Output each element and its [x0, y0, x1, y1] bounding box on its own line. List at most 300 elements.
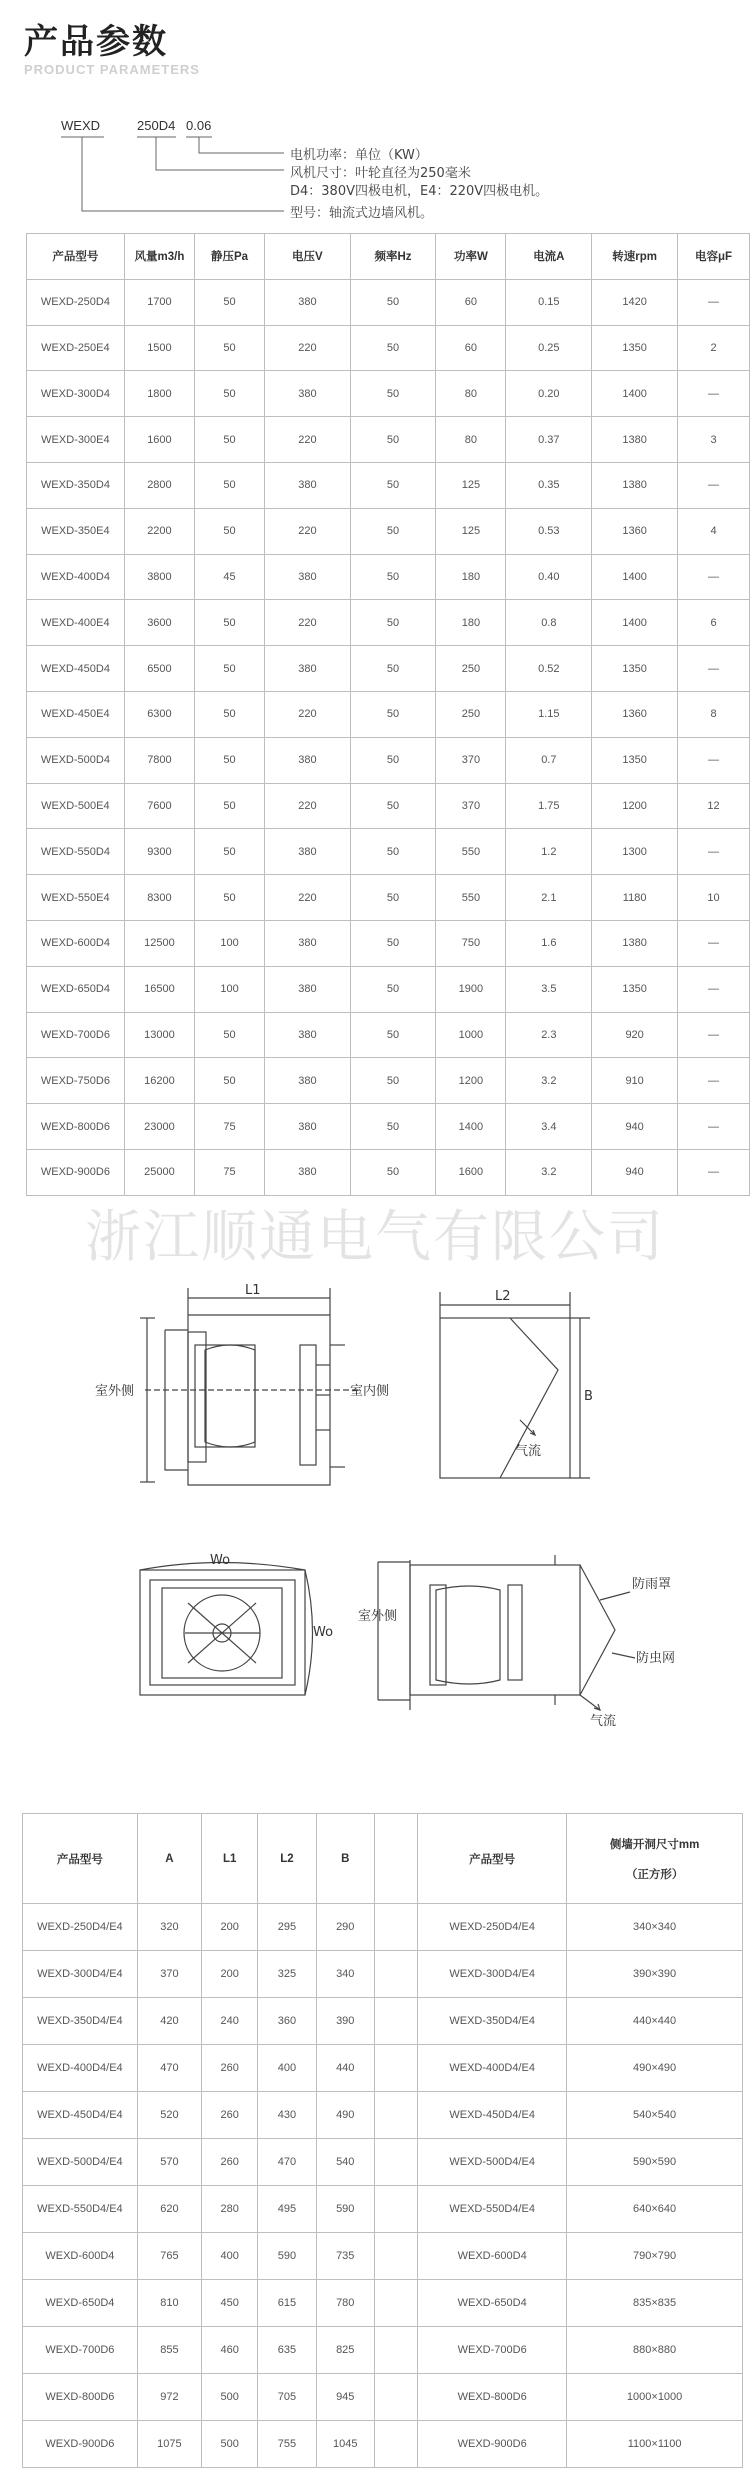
col-current: 电流A: [506, 234, 592, 280]
table-cell: 380: [265, 646, 351, 692]
table-cell: WEXD-500D4/E4: [23, 2139, 138, 2186]
table-cell: 972: [137, 2374, 201, 2421]
table-cell: 16500: [124, 966, 194, 1012]
table-cell: 430: [258, 2092, 316, 2139]
model-code-size: 250D4: [137, 118, 176, 133]
table-cell: 380: [265, 829, 351, 875]
table-cell: 16200: [124, 1058, 194, 1104]
table-cell: 1200: [436, 1058, 506, 1104]
table-cell: 50: [350, 600, 436, 646]
table-cell: 295: [258, 1904, 316, 1951]
table-cell: 615: [258, 2280, 316, 2327]
table-cell: 920: [592, 1012, 678, 1058]
install-side-drawing: [378, 1555, 635, 1710]
table-cell: 0.52: [506, 646, 592, 692]
table-cell: 1380: [592, 417, 678, 463]
table-cell: 940: [592, 1149, 678, 1195]
table-cell: 400: [202, 2233, 258, 2280]
table-cell: 1075: [137, 2421, 201, 2468]
table-cell: 3.5: [506, 966, 592, 1012]
table-cell: 400: [258, 2045, 316, 2092]
table-cell: WEXD-900D6: [27, 1149, 125, 1195]
table-cell: 25000: [124, 1149, 194, 1195]
table-row: [23, 2233, 743, 2280]
table-cell: 1500: [124, 325, 194, 371]
table-cell: 50: [195, 829, 265, 875]
table-cell: 1400: [592, 554, 678, 600]
table-cell: 7800: [124, 737, 194, 783]
table-cell: 260: [202, 2092, 258, 2139]
table-row: [23, 1904, 743, 1951]
table-cell: 220: [265, 325, 351, 371]
table-cell: 1350: [592, 737, 678, 783]
table-cell: 440: [316, 2045, 374, 2092]
table-cell: 260: [202, 2139, 258, 2186]
table-cell: 520: [137, 2092, 201, 2139]
table-cell: WEXD-550E4: [27, 875, 125, 921]
label-wo-top: Wo: [210, 1553, 231, 1568]
table-cell: —: [678, 646, 750, 692]
legend-power: 电机功率：单位（KW）: [290, 148, 428, 163]
table-cell: WEXD-800D6: [418, 2374, 567, 2421]
table-cell: 440×440: [567, 1998, 743, 2045]
table-cell: 100: [195, 966, 265, 1012]
table-cell: WEXD-650D4: [27, 966, 125, 1012]
table-cell: 1180: [592, 875, 678, 921]
col-power: 功率W: [436, 234, 506, 280]
dcol-a: A: [137, 1814, 201, 1904]
table-cell: 3.4: [506, 1104, 592, 1150]
parameters-table: [26, 233, 750, 1196]
table-cell: 0.37: [506, 417, 592, 463]
table-cell: 880×880: [567, 2327, 743, 2374]
col-voltage: 电压V: [265, 234, 351, 280]
table-cell: 750: [436, 920, 506, 966]
table-cell: [374, 2139, 417, 2186]
legend-motor: D4：380V四极电机，E4：220V四极电机。: [290, 184, 549, 199]
table-row: [27, 325, 750, 371]
table-row: [27, 966, 750, 1012]
table-cell: 1600: [124, 417, 194, 463]
table-cell: 380: [265, 1104, 351, 1150]
table-cell: —: [678, 1012, 750, 1058]
table-cell: 8: [678, 691, 750, 737]
table-cell: [374, 1998, 417, 2045]
table-cell: 80: [436, 371, 506, 417]
col-model: 产品型号: [27, 234, 125, 280]
table-row: [27, 600, 750, 646]
table-row: [27, 462, 750, 508]
table-cell: 1420: [592, 279, 678, 325]
page-subtitle: PRODUCT PARAMETERS: [24, 62, 200, 77]
table-cell: 590: [316, 2186, 374, 2233]
table-cell: 6300: [124, 691, 194, 737]
table-cell: [374, 2092, 417, 2139]
table-cell: WEXD-300D4/E4: [418, 1951, 567, 1998]
table-cell: 1700: [124, 279, 194, 325]
table-cell: 360: [258, 1998, 316, 2045]
table-cell: WEXD-250D4/E4: [418, 1904, 567, 1951]
table-cell: 470: [258, 2139, 316, 2186]
table-row: [27, 783, 750, 829]
table-row: [23, 1951, 743, 1998]
label-l1: L1: [245, 1283, 261, 1298]
table-cell: 50: [350, 325, 436, 371]
table-cell: 50: [195, 371, 265, 417]
table-cell: WEXD-350E4: [27, 508, 125, 554]
table-cell: 1360: [592, 508, 678, 554]
table-cell: WEXD-400E4: [27, 600, 125, 646]
label-indoor-1: 室内侧: [350, 1384, 390, 1399]
page-title: 产品参数: [24, 22, 168, 62]
table-cell: WEXD-500D4/E4: [418, 2139, 567, 2186]
table-cell: —: [678, 829, 750, 875]
table-cell: [374, 2374, 417, 2421]
table-cell: 10: [678, 875, 750, 921]
table-cell: 50: [350, 646, 436, 692]
table-cell: 50: [350, 966, 436, 1012]
table-cell: 180: [436, 600, 506, 646]
table-cell: 370: [436, 737, 506, 783]
table-row: [23, 2421, 743, 2468]
table-cell: WEXD-300D4: [27, 371, 125, 417]
table-cell: 0.7: [506, 737, 592, 783]
table-cell: 495: [258, 2186, 316, 2233]
table-cell: WEXD-250D4: [27, 279, 125, 325]
table-cell: 50: [350, 417, 436, 463]
table-cell: 220: [265, 691, 351, 737]
table-cell: 50: [350, 554, 436, 600]
table-cell: 220: [265, 783, 351, 829]
table-cell: 45: [195, 554, 265, 600]
table-row: [27, 920, 750, 966]
table-cell: 340×340: [567, 1904, 743, 1951]
label-outdoor-2: 室外侧: [358, 1609, 398, 1624]
dcol-model-2: 产品型号: [418, 1814, 567, 1904]
label-outdoor-1: 室外侧: [95, 1384, 135, 1399]
table-cell: —: [678, 920, 750, 966]
dcol-l1: L1: [202, 1814, 258, 1904]
table-cell: 50: [350, 371, 436, 417]
company-watermark: 浙江顺通电气有限公司: [85, 1205, 665, 1270]
table-cell: 390×390: [567, 1951, 743, 1998]
table-cell: 1.2: [506, 829, 592, 875]
table-cell: 420: [137, 1998, 201, 2045]
table-cell: 0.20: [506, 371, 592, 417]
table-cell: WEXD-900D6: [418, 2421, 567, 2468]
table-cell: 23000: [124, 1104, 194, 1150]
table-cell: 1200: [592, 783, 678, 829]
label-rain-cover: 防雨罩: [632, 1577, 672, 1592]
table-cell: —: [678, 1104, 750, 1150]
table-cell: 1400: [592, 600, 678, 646]
table-cell: 50: [350, 279, 436, 325]
table-cell: 50: [350, 829, 436, 875]
table-row: [27, 875, 750, 921]
dcol-b: B: [316, 1814, 374, 1904]
legend-type: 型号：轴流式边墙风机。: [290, 206, 434, 221]
table-cell: 50: [195, 646, 265, 692]
technical-drawings: [0, 1270, 750, 1790]
table-cell: 755: [258, 2421, 316, 2468]
table-cell: 705: [258, 2374, 316, 2421]
table-cell: [374, 2421, 417, 2468]
dimensions-table-header: [23, 1814, 743, 1904]
table-cell: 50: [195, 600, 265, 646]
table-cell: 60: [436, 325, 506, 371]
table-cell: 6500: [124, 646, 194, 692]
table-cell: 590: [258, 2233, 316, 2280]
table-cell: WEXD-700D6: [418, 2327, 567, 2374]
label-wo-side: Wo: [313, 1625, 334, 1640]
table-cell: 540×540: [567, 2092, 743, 2139]
table-cell: WEXD-550D4: [27, 829, 125, 875]
table-cell: [374, 2045, 417, 2092]
table-cell: 3.2: [506, 1058, 592, 1104]
table-cell: 855: [137, 2327, 201, 2374]
table-row: [27, 508, 750, 554]
table-cell: WEXD-250E4: [27, 325, 125, 371]
table-cell: [374, 2280, 417, 2327]
dcol-wall-opening: [567, 1814, 743, 1904]
label-airflow-1: 气流: [515, 1444, 542, 1459]
table-cell: 125: [436, 462, 506, 508]
table-cell: 220: [265, 600, 351, 646]
table-cell: 50: [195, 462, 265, 508]
table-cell: 325: [258, 1951, 316, 1998]
col-pressure: 静压Pa: [195, 234, 265, 280]
table-cell: 1360: [592, 691, 678, 737]
col-frequency: 频率Hz: [350, 234, 436, 280]
col-airflow: 风量m3/h: [124, 234, 194, 280]
parameters-table-header: [27, 234, 750, 280]
table-cell: WEXD-650D4: [418, 2280, 567, 2327]
table-cell: 910: [592, 1058, 678, 1104]
table-cell: 765: [137, 2233, 201, 2280]
table-cell: WEXD-500E4: [27, 783, 125, 829]
table-cell: 3: [678, 417, 750, 463]
table-cell: 340: [316, 1951, 374, 1998]
table-cell: WEXD-800D6: [27, 1104, 125, 1150]
table-cell: —: [678, 279, 750, 325]
table-cell: 12: [678, 783, 750, 829]
table-cell: WEXD-700D6: [27, 1012, 125, 1058]
table-cell: 380: [265, 1058, 351, 1104]
table-cell: 0.25: [506, 325, 592, 371]
table-cell: 240: [202, 1998, 258, 2045]
table-cell: 50: [195, 279, 265, 325]
table-cell: WEXD-300D4/E4: [23, 1951, 138, 1998]
table-cell: 50: [195, 508, 265, 554]
table-cell: 500: [202, 2421, 258, 2468]
table-cell: WEXD-900D6: [23, 2421, 138, 2468]
front-view-drawing: [140, 1288, 360, 1485]
table-cell: WEXD-750D6: [27, 1058, 125, 1104]
table-cell: 390: [316, 1998, 374, 2045]
table-cell: —: [678, 1149, 750, 1195]
table-cell: 0.35: [506, 462, 592, 508]
col-speed: 转速rpm: [592, 234, 678, 280]
table-row: [27, 1104, 750, 1150]
table-cell: 100: [195, 920, 265, 966]
dcol-model: 产品型号: [23, 1814, 138, 1904]
table-cell: 2.1: [506, 875, 592, 921]
table-cell: WEXD-300E4: [27, 417, 125, 463]
table-row: [23, 2045, 743, 2092]
table-cell: 50: [195, 1012, 265, 1058]
table-row: [27, 691, 750, 737]
table-cell: 1600: [436, 1149, 506, 1195]
table-cell: 540: [316, 2139, 374, 2186]
table-row: [27, 371, 750, 417]
table-cell: 590×590: [567, 2139, 743, 2186]
table-cell: 620: [137, 2186, 201, 2233]
table-cell: 50: [195, 783, 265, 829]
label-airflow-2: 气流: [590, 1714, 617, 1729]
table-cell: WEXD-350D4: [27, 462, 125, 508]
table-cell: WEXD-600D4: [23, 2233, 138, 2280]
table-cell: 50: [195, 1058, 265, 1104]
legend-size: 风机尺寸：叶轮直径为250毫米: [290, 166, 471, 181]
table-cell: 1.75: [506, 783, 592, 829]
table-cell: 0.40: [506, 554, 592, 600]
table-cell: 1800: [124, 371, 194, 417]
table-cell: 550: [436, 829, 506, 875]
table-cell: 50: [350, 783, 436, 829]
table-cell: WEXD-350D4/E4: [23, 1998, 138, 2045]
table-cell: [374, 2186, 417, 2233]
table-cell: 50: [195, 737, 265, 783]
table-cell: 2800: [124, 462, 194, 508]
table-cell: WEXD-550D4/E4: [23, 2186, 138, 2233]
table-cell: 0.8: [506, 600, 592, 646]
table-cell: 75: [195, 1104, 265, 1150]
table-cell: 6: [678, 600, 750, 646]
table-cell: 380: [265, 371, 351, 417]
table-cell: 1900: [436, 966, 506, 1012]
table-row: [23, 2327, 743, 2374]
table-row: [27, 737, 750, 783]
table-cell: 940: [592, 1104, 678, 1150]
table-row: [27, 829, 750, 875]
frame-front-drawing: [140, 1563, 313, 1696]
table-cell: 200: [202, 1904, 258, 1951]
table-cell: WEXD-450D4: [27, 646, 125, 692]
table-cell: 500: [202, 2374, 258, 2421]
table-cell: —: [678, 554, 750, 600]
table-cell: WEXD-450D4/E4: [418, 2092, 567, 2139]
table-cell: 380: [265, 1012, 351, 1058]
table-cell: 220: [265, 875, 351, 921]
table-cell: 50: [350, 1149, 436, 1195]
col-capacitor: 电容μF: [678, 234, 750, 280]
table-cell: 1.15: [506, 691, 592, 737]
table-cell: 380: [265, 966, 351, 1012]
table-cell: 790×790: [567, 2233, 743, 2280]
table-cell: 1045: [316, 2421, 374, 2468]
table-cell: 1000×1000: [567, 2374, 743, 2421]
table-cell: 50: [350, 462, 436, 508]
table-cell: 50: [195, 691, 265, 737]
table-cell: 50: [350, 1058, 436, 1104]
table-cell: 7600: [124, 783, 194, 829]
table-cell: 9300: [124, 829, 194, 875]
table-cell: 1350: [592, 325, 678, 371]
table-cell: 380: [265, 1149, 351, 1195]
table-cell: 290: [316, 1904, 374, 1951]
table-cell: WEXD-350D4/E4: [418, 1998, 567, 2045]
table-cell: 0.15: [506, 279, 592, 325]
table-cell: 380: [265, 279, 351, 325]
label-l2: L2: [495, 1289, 511, 1304]
table-cell: 13000: [124, 1012, 194, 1058]
table-cell: 4: [678, 508, 750, 554]
table-cell: 570: [137, 2139, 201, 2186]
table-cell: —: [678, 462, 750, 508]
table-cell: 380: [265, 920, 351, 966]
dcol-wall-opening-note: （正方形）: [625, 1868, 684, 1881]
table-cell: WEXD-450E4: [27, 691, 125, 737]
table-cell: —: [678, 737, 750, 783]
table-cell: 12500: [124, 920, 194, 966]
table-cell: 50: [350, 1104, 436, 1150]
table-cell: —: [678, 966, 750, 1012]
table-cell: 635: [258, 2327, 316, 2374]
table-cell: 2: [678, 325, 750, 371]
table-cell: 1100×1100: [567, 2421, 743, 2468]
table-cell: 50: [350, 691, 436, 737]
table-cell: 50: [350, 920, 436, 966]
table-cell: 260: [202, 2045, 258, 2092]
table-cell: 3.2: [506, 1149, 592, 1195]
label-b: B: [584, 1389, 593, 1404]
table-cell: 320: [137, 1904, 201, 1951]
table-cell: 50: [350, 737, 436, 783]
table-cell: 0.53: [506, 508, 592, 554]
table-cell: 450: [202, 2280, 258, 2327]
table-row: [27, 279, 750, 325]
table-cell: 2.3: [506, 1012, 592, 1058]
table-cell: 640×640: [567, 2186, 743, 2233]
table-cell: 380: [265, 554, 351, 600]
dcol-wall-opening-label: 侧墙开洞尺寸mm: [609, 1838, 700, 1851]
table-cell: WEXD-400D4/E4: [418, 2045, 567, 2092]
table-cell: 8300: [124, 875, 194, 921]
table-cell: [374, 2233, 417, 2280]
table-cell: WEXD-800D6: [23, 2374, 138, 2421]
table-row: [27, 1012, 750, 1058]
table-cell: WEXD-650D4: [23, 2280, 138, 2327]
table-cell: 810: [137, 2280, 201, 2327]
table-cell: 825: [316, 2327, 374, 2374]
table-cell: 460: [202, 2327, 258, 2374]
table-cell: WEXD-400D4: [27, 554, 125, 600]
table-row: [23, 2092, 743, 2139]
table-cell: —: [678, 371, 750, 417]
table-cell: 835×835: [567, 2280, 743, 2327]
table-cell: 1400: [592, 371, 678, 417]
table-cell: 50: [350, 1012, 436, 1058]
table-cell: 3600: [124, 600, 194, 646]
table-cell: 370: [436, 783, 506, 829]
table-cell: 735: [316, 2233, 374, 2280]
dcol-l2: L2: [258, 1814, 316, 1904]
table-row: [27, 646, 750, 692]
table-row: [27, 1058, 750, 1104]
table-cell: 2200: [124, 508, 194, 554]
table-cell: 370: [137, 1951, 201, 1998]
table-cell: 220: [265, 417, 351, 463]
